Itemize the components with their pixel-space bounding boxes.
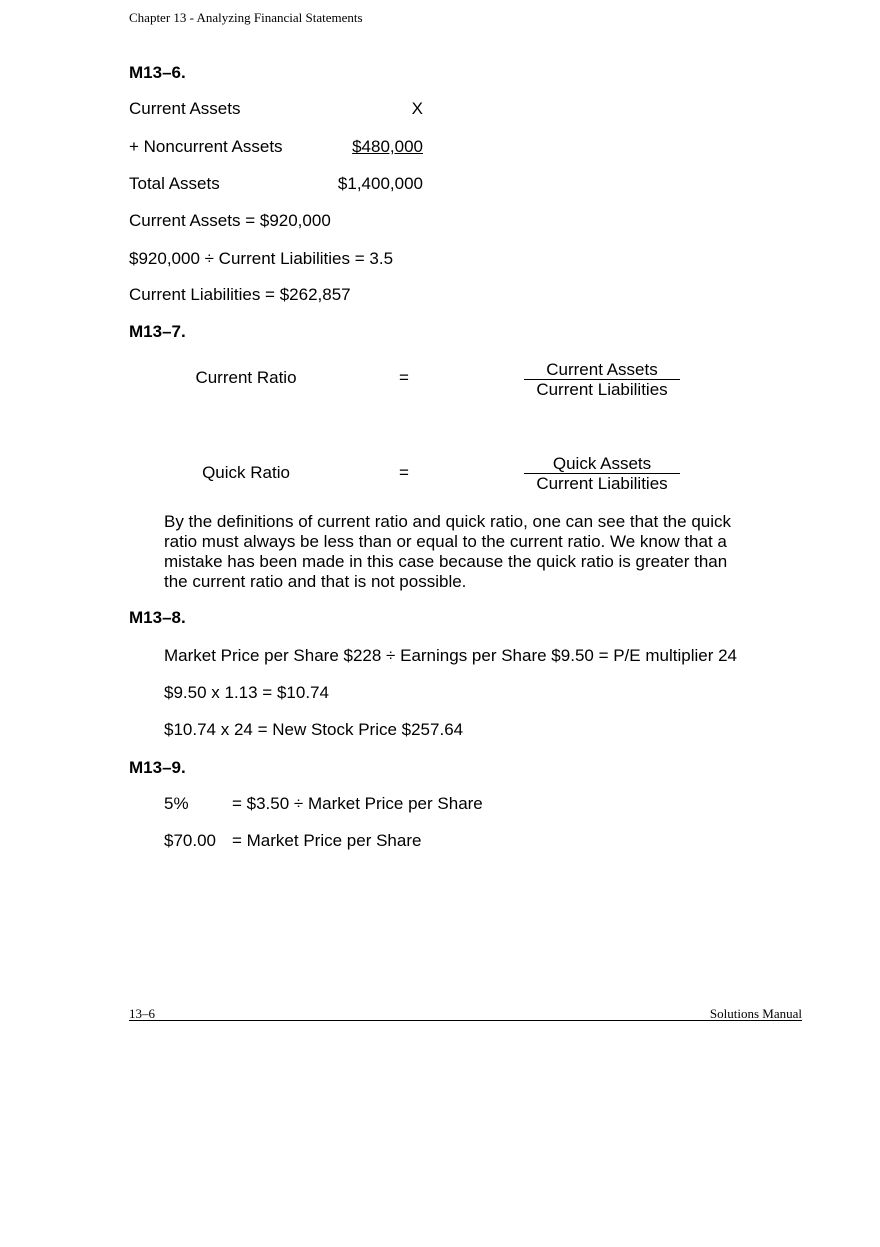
dividend-yield-left: 5%: [164, 794, 189, 813]
current-assets-value: X: [411, 99, 423, 118]
footer-rule: [129, 1020, 802, 1021]
ratio-explanation-paragraph: By the definitions of current ratio and quick ratio, one can see that the quick ratio must always be less than or equal to the current ratio. We know that a mistake has been made in this case because the quick ratio is greater than the current ratio and that is not possible.: [164, 512, 732, 591]
noncurrent-assets-value: $480,000: [352, 137, 423, 156]
current-assets-result: Current Assets = $920,000: [129, 211, 331, 230]
pe-multiplier-equation: Market Price per Share $228 ÷ Earnings per Share $9.50 = P/E multiplier 24: [164, 646, 737, 665]
current-ratio-numerator: Current Assets: [546, 360, 658, 379]
total-assets-value: $1,400,000: [337, 174, 423, 193]
dividend-yield-right: = $3.50 ÷ Market Price per Share: [232, 794, 483, 813]
current-ratio-equation: $920,000 ÷ Current Liabilities = 3.5: [129, 249, 394, 268]
new-eps-equation: $9.50 x 1.13 = $10.74: [164, 683, 329, 702]
footer-page-number: 13–6: [129, 1006, 155, 1021]
section-heading-m13-8: M13–8.: [129, 608, 186, 627]
running-header-title: Chapter 13 - Analyzing Financial Statements: [129, 10, 363, 25]
current-assets-label: Current Assets: [129, 99, 241, 118]
quick-ratio-equals: =: [399, 463, 409, 482]
current-ratio-label: Current Ratio: [195, 368, 297, 387]
current-liabilities-result: Current Liabilities = $262,857: [129, 285, 351, 304]
quick-ratio-label: Quick Ratio: [202, 463, 290, 482]
current-ratio-equals: =: [399, 368, 409, 387]
total-assets-label: Total Assets: [129, 174, 220, 193]
quick-ratio-denominator: Current Liabilities: [536, 474, 668, 493]
section-heading-m13-6: M13–6.: [129, 63, 186, 82]
noncurrent-assets-label: + Noncurrent Assets: [129, 137, 283, 156]
footer-book-title: Solutions Manual: [709, 1006, 802, 1021]
section-heading-m13-9: M13–9.: [129, 758, 186, 777]
current-ratio-denominator: Current Liabilities: [536, 380, 668, 399]
market-price-left: $70.00: [164, 831, 216, 850]
new-stock-price-equation: $10.74 x 24 = New Stock Price $257.64: [164, 720, 464, 739]
quick-ratio-numerator: Quick Assets: [552, 454, 652, 473]
market-price-right: = Market Price per Share: [232, 831, 422, 850]
section-heading-m13-7: M13–7.: [129, 322, 186, 341]
